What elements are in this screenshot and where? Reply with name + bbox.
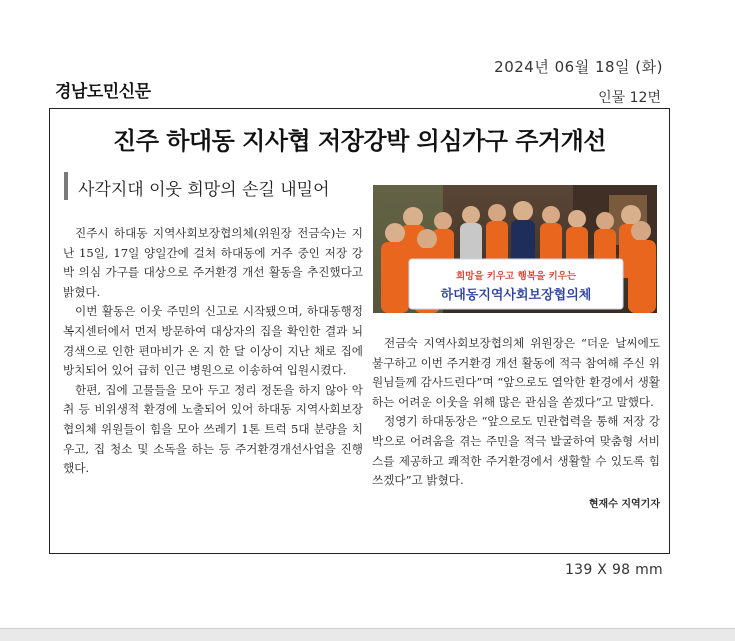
window-bottom-bar: [0, 628, 735, 641]
subheadline-bar: [64, 172, 68, 200]
banner-line2: 하대동지역사회보장협의체: [440, 288, 592, 303]
paragraph: 한편, 집에 고물들을 모아 두고 정리 정돈을 하지 않아 악취 등 비위생적 환경에 노출되어 있어 하대동 지역사회보장협의체 위원들이 힘을 모아 쓰레기 1톤 트럭 5대 분량을 치우고, 집 청소 및 소독을 하는 등 주거환경개선사업을 진행했다.: [63, 382, 363, 476]
paragraph: 진주시 하대동 지역사회보장협의체(위원장 전금숙)는 지난 15일, 17일 양일간에 걸쳐 하대동에 거주 중인 저장 강박 의심 가구를 대상으로 주거환경 개선 활동을 추진했다고 밝혔다.: [63, 226, 363, 299]
group-photo-image: [373, 185, 657, 313]
publish-date: 2024년 06월 18일 (화): [494, 58, 663, 76]
article-column-right: [372, 334, 660, 514]
paragraph: 이번 활동은 이웃 주민의 신고로 시작됐으며, 하대동행정복지센터에서 먼저 방문하여 대상자의 집을 확인한 결과 뇌경색으로 인한 편마비가 온 지 한 달 이상이 지난 채로 집에 방치되어 있어 급히 인근 병원으로 이송하여 입원시켰다.: [63, 304, 363, 378]
reporter-byline: 현재수 지역기자: [588, 498, 660, 510]
article-column-left: [63, 224, 363, 479]
paragraph: 정영기 하대동장은 “앞으로도 민관협력을 통해 저장 강박으로 어려움을 겪는 주민을 적극 발굴하여 맞춤형 서비스를 제공하고 쾌적한 주거환경에서 생활할 수 있도록 힘쓰겠다”고 밝혔다.: [372, 414, 660, 488]
newspaper-name: 경남도민신문: [55, 82, 151, 102]
article-subheadline: 사각지대 이웃 희망의 손길 내밀어: [78, 180, 330, 200]
article-clipping: [49, 108, 670, 554]
clipping-size: 139 X 98 mm: [564, 562, 663, 578]
banner: [409, 259, 623, 309]
article-photo: [373, 185, 657, 313]
page-section-info: 인물 12면: [598, 90, 661, 106]
article-headline: 진주 하대동 지사협 저장강박 의심가구 주거개선: [113, 126, 606, 155]
paragraph: 전금숙 지역사회보장협의체 위원장은 “더운 날씨에도 불구하고 이번 주거환경 개선 활동에 적극 참여해 주신 위원님들께 감사드린다”며 “앞으로도 열악한 환경에서 생활하는 어려운 이웃을 위해 많은 관심을 쏟겠다”고 말했다.: [372, 336, 660, 409]
banner-line1: 희망을 키우고 행복을 키우는: [455, 271, 577, 282]
